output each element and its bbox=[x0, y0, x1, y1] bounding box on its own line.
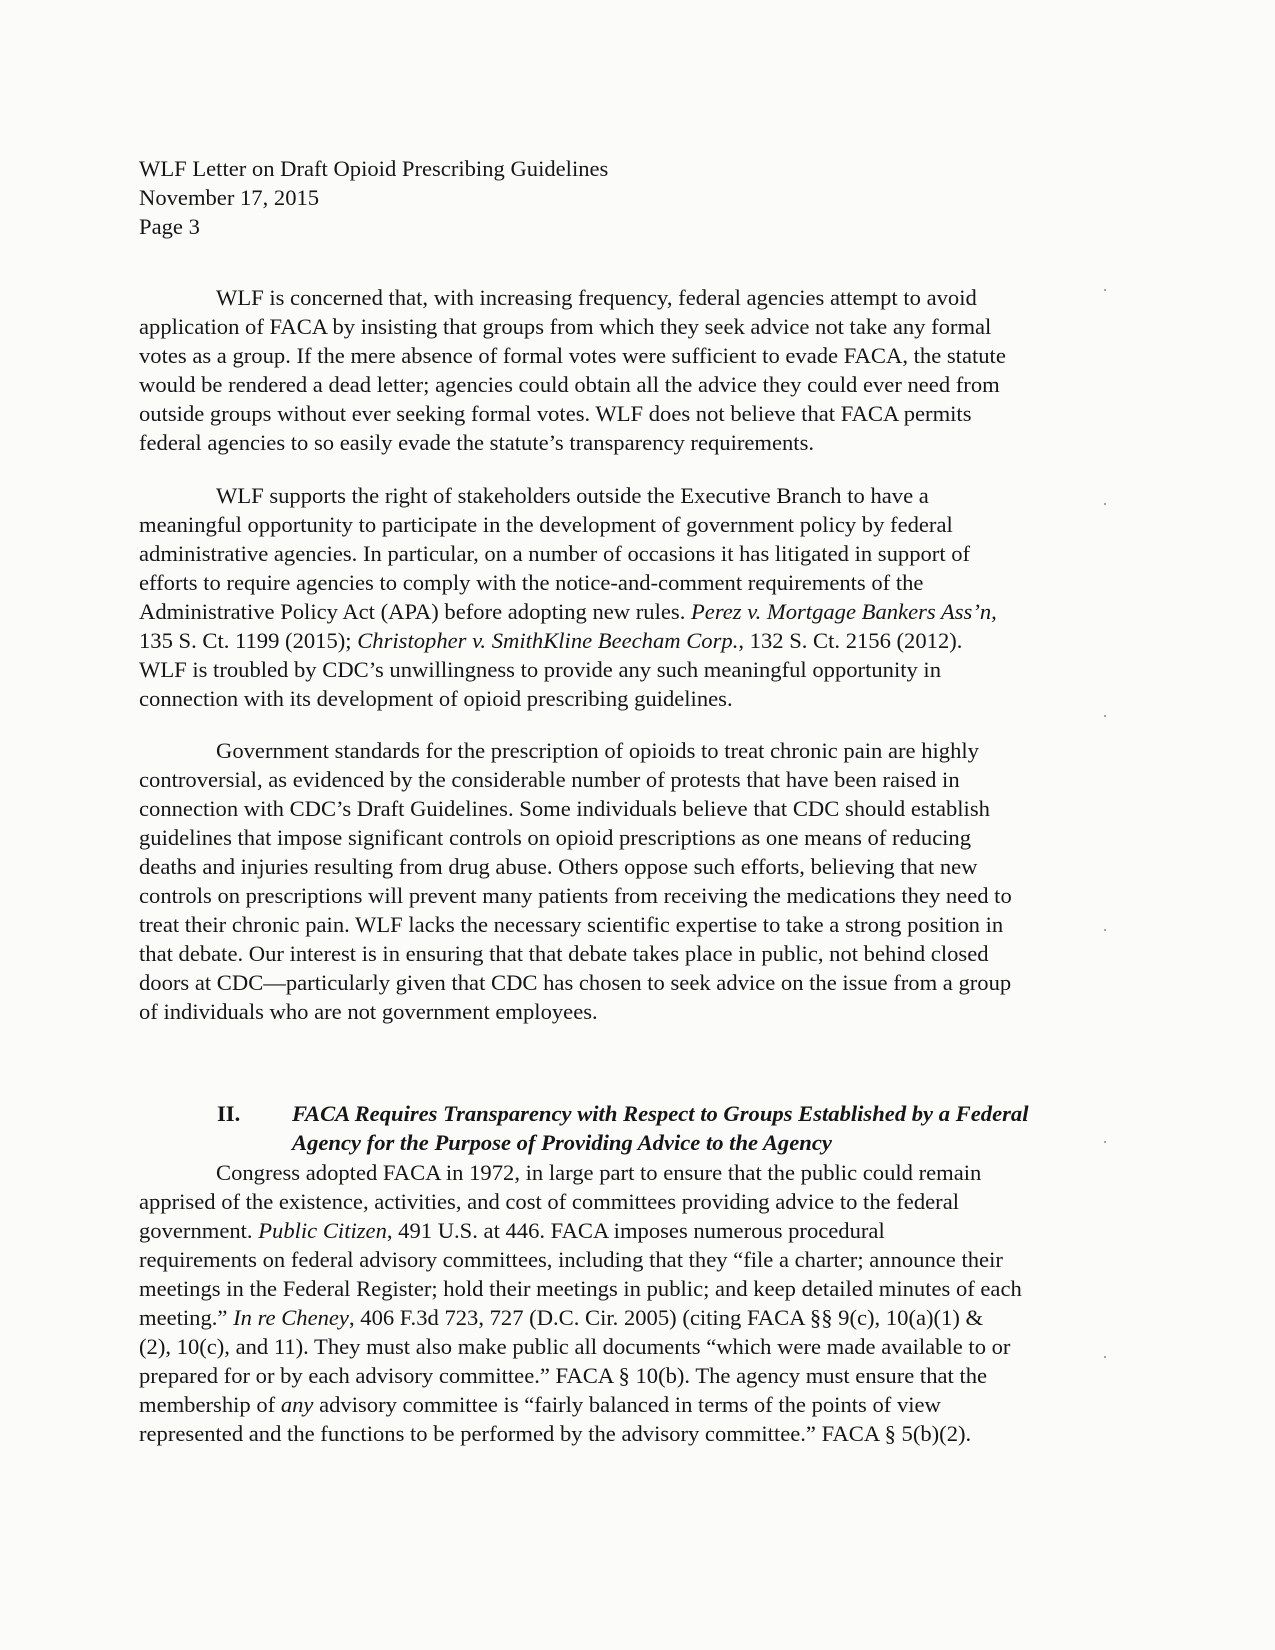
paragraph-line: requirements on federal advisory committees, including that they “file a charter; announce their bbox=[139, 1247, 1003, 1272]
letter-header bbox=[139, 154, 1139, 241]
scan-speck bbox=[1104, 503, 1106, 505]
paragraph-3 bbox=[139, 736, 1139, 1026]
paragraph-line: Government standards for the prescription of opioids to treat chronic pain are highly bbox=[216, 738, 979, 763]
paragraph-line: represented and the functions to be performed by the advisory committee.” FACA § 5(b)(2). bbox=[139, 1421, 972, 1446]
emphasis: any bbox=[280, 1392, 314, 1417]
case-citation: Perez v. Mortgage Bankers Ass’n, bbox=[691, 599, 997, 624]
paragraph-line: federal agencies to so easily evade the statute’s transparency requirements. bbox=[139, 430, 815, 455]
paragraph-line: controls on prescriptions will prevent many patients from receiving the medications they need to bbox=[139, 883, 1012, 908]
paragraph-line: that debate. Our interest is in ensuring that that debate takes place in public, not behind closed bbox=[139, 941, 989, 966]
paragraph-line: prepared for or by each advisory committee.” FACA § 10(b). The agency must ensure that the bbox=[139, 1363, 988, 1388]
case-citation: Christopher v. SmithKline Beecham Corp. bbox=[357, 628, 739, 653]
paragraph-line bbox=[139, 626, 1139, 655]
case-citation: In re Cheney bbox=[233, 1305, 349, 1330]
paragraph-line: treat their chronic pain. WLF lacks the necessary scientific expertise to take a strong position in bbox=[139, 912, 1004, 937]
paragraph-line: efforts to require agencies to comply with the notice-and-comment requirements of the bbox=[139, 570, 924, 595]
line-text: advisory committee is “fairly balanced in terms of the points of view bbox=[313, 1392, 941, 1417]
header-date: November 17, 2015 bbox=[139, 185, 320, 210]
paragraph-line: of individuals who are not government employees. bbox=[139, 999, 598, 1024]
paragraph-line: connection with its development of opioid prescribing guidelines. bbox=[139, 686, 733, 711]
paragraph-line: meetings in the Federal Register; hold their meetings in public; and keep detailed minutes of each bbox=[139, 1276, 1022, 1301]
section-title-line: FACA Requires Transparency with Respect to Groups Established by a Federal bbox=[292, 1101, 1029, 1126]
scan-speck bbox=[1104, 289, 1106, 291]
line-text: membership of bbox=[139, 1392, 281, 1417]
line-text: , 491 U.S. at 446. FACA imposes numerous procedural bbox=[386, 1218, 885, 1243]
paragraph-4 bbox=[139, 1158, 1139, 1448]
paragraph-line: meaningful opportunity to participate in the development of government policy by federal bbox=[139, 512, 953, 537]
scan-speck bbox=[1104, 1356, 1106, 1358]
line-text: meeting.” bbox=[139, 1305, 234, 1330]
paragraph-2 bbox=[139, 481, 1139, 713]
paragraph-line bbox=[139, 1216, 1139, 1245]
line-text: 135 S. Ct. 1199 (2015); bbox=[139, 628, 358, 653]
line-text: government. bbox=[139, 1218, 259, 1243]
paragraph-line: doors at CDC—particularly given that CDC has chosen to seek advice on the issue from a group bbox=[139, 970, 1012, 995]
paragraph-line: WLF supports the right of stakeholders outside the Executive Branch to have a bbox=[216, 483, 929, 508]
header-page-number: Page 3 bbox=[139, 214, 200, 239]
paragraph-line: votes as a group. If the mere absence of formal votes were sufficient to evade FACA, the statute bbox=[139, 343, 1006, 368]
paragraph-line: outside groups without ever seeking formal votes. WLF does not believe that FACA permits bbox=[139, 401, 972, 426]
section-number: II. bbox=[217, 1101, 241, 1126]
paragraph-1 bbox=[139, 283, 1139, 457]
paragraph-line: (2), 10(c), and 11). They must also make public all documents “which were made available to or bbox=[139, 1334, 1011, 1359]
case-citation: Public Citizen bbox=[258, 1218, 387, 1243]
line-text: , 132 S. Ct. 2156 (2012). bbox=[738, 628, 963, 653]
paragraph-line bbox=[139, 597, 1139, 626]
paragraph-line: apprised of the existence, activities, and cost of committees providing advice to the federal bbox=[139, 1189, 959, 1214]
line-text: , 406 F.3d 723, 727 (D.C. Cir. 2005) (citing FACA §§ 9(c), 10(a)(1) & bbox=[348, 1305, 984, 1330]
scan-speck bbox=[1104, 715, 1106, 717]
paragraph-line bbox=[139, 1390, 1139, 1419]
scan-speck bbox=[1104, 1141, 1106, 1143]
section-title-line: Agency for the Purpose of Providing Advice to the Agency bbox=[292, 1130, 832, 1155]
paragraph-line: deaths and injuries resulting from drug abuse. Others oppose such efforts, believing that new bbox=[139, 854, 978, 879]
paragraph-line: guidelines that impose significant controls on opioid prescriptions as one means of reducing bbox=[139, 825, 972, 850]
paragraph-line: application of FACA by insisting that groups from which they seek advice not take any formal bbox=[139, 314, 992, 339]
paragraph-line: would be rendered a dead letter; agencies could obtain all the advice they could ever need from bbox=[139, 372, 1000, 397]
paragraph-line: Congress adopted FACA in 1972, in large part to ensure that the public could remain bbox=[216, 1160, 982, 1185]
paragraph-line: connection with CDC’s Draft Guidelines. Some individuals believe that CDC should establish bbox=[139, 796, 990, 821]
paragraph-line bbox=[139, 1303, 1139, 1332]
paragraph-line: WLF is troubled by CDC’s unwillingness to provide any such meaningful opportunity in bbox=[139, 657, 942, 682]
line-text: Administrative Policy Act (APA) before adopting new rules. bbox=[139, 599, 691, 624]
paragraph-line: administrative agencies. In particular, on a number of occasions it has litigated in support of bbox=[139, 541, 971, 566]
header-title: WLF Letter on Draft Opioid Prescribing Guidelines bbox=[139, 156, 609, 181]
section-title bbox=[292, 1099, 1028, 1157]
paragraph-line: WLF is concerned that, with increasing frequency, federal agencies attempt to avoid bbox=[216, 285, 977, 310]
paragraph-line: controversial, as evidenced by the considerable number of protests that have been raised in bbox=[139, 767, 960, 792]
scan-speck bbox=[1104, 929, 1106, 931]
